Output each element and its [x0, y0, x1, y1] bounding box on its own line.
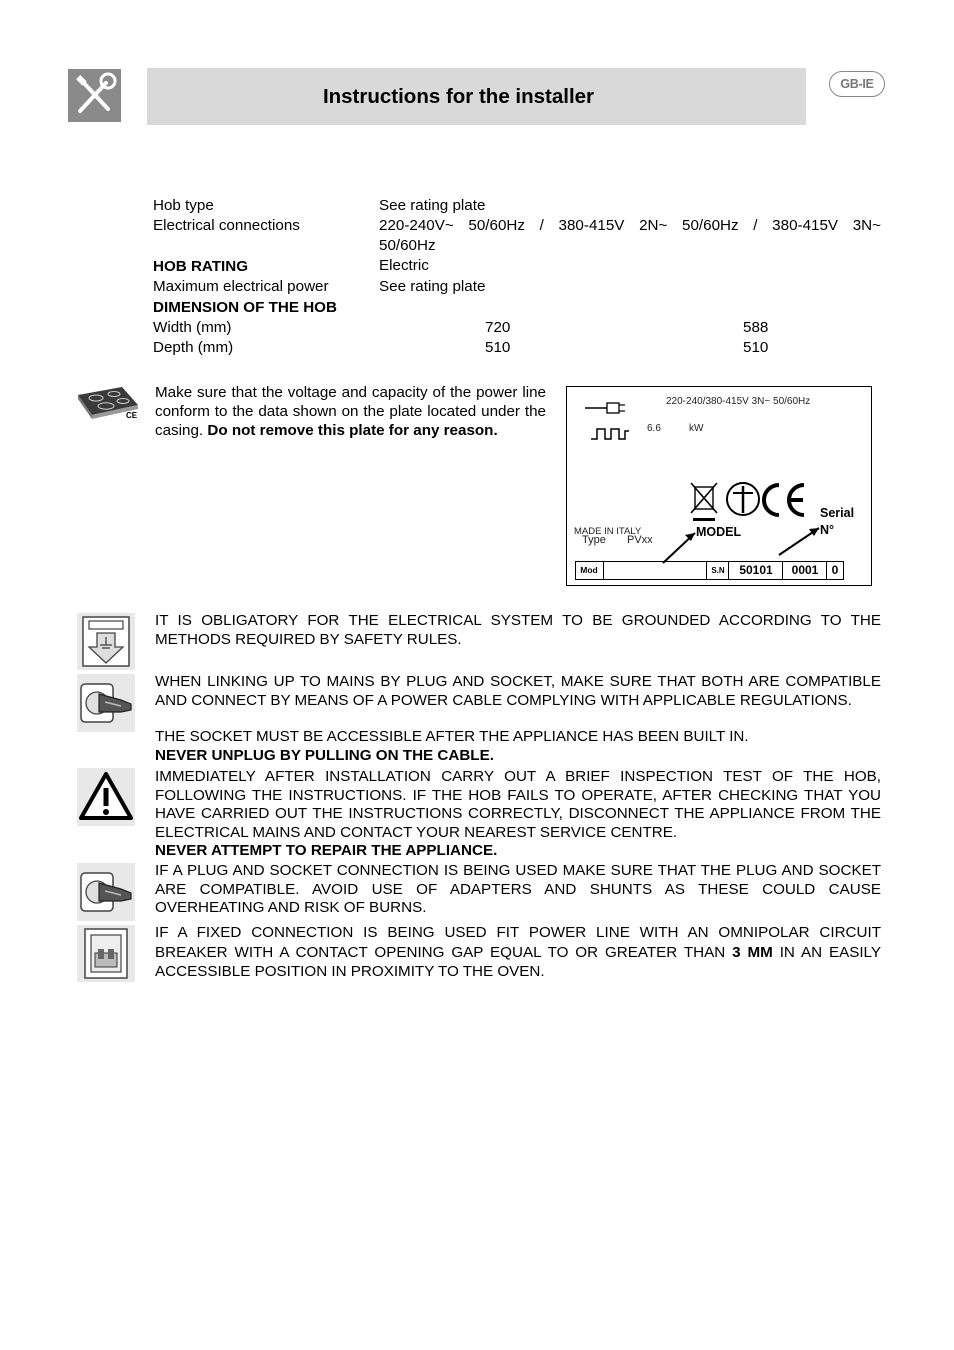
spec-rating-value: Electric — [379, 257, 429, 274]
spec-rating-label: HOB RATING — [153, 258, 249, 275]
plate-power-value: 6.6 — [647, 423, 661, 434]
plate-serial-bar — [575, 561, 844, 580]
never-unplug-warning: NEVER UNPLUG BY PULLING ON THE CABLE. — [155, 747, 494, 764]
never-repair-warning: NEVER ATTEMPT TO REPAIR THE APPLIANCE. — [155, 842, 498, 859]
fixed-connection-warning — [155, 923, 881, 982]
region-badge: GB-IE — [829, 71, 885, 97]
spec-dimension-label: DIMENSION OF THE HOB — [153, 299, 337, 316]
rating-plate-figure — [566, 386, 872, 586]
adapter-warning: IF A PLUG AND SOCKET CONNECTION IS BEING USED MAKE SURE THAT THE PLUG AND SOCKET ARE COMPATIBLE. AVOID USE OF ADAPTERS AND SHUNTS AS THESE COULD CAUSE OVERHEATING AND RISK OF BURNS. — [155, 862, 881, 916]
svg-text:CE: CE — [126, 411, 138, 420]
plate-serial-label: Serial — [820, 506, 855, 520]
rating-plate-note-bold: Do not remove this plate for any reason. — [207, 422, 498, 439]
rating-plate-note-text: Make sure that the voltage and capacity of the power line conform to the data shown on the plate located under the casing. — [155, 384, 546, 439]
plate-made-in: MADE IN ITALY — [574, 526, 642, 537]
hob-image-icon — [76, 385, 141, 421]
plate-sn-a: 50101 — [728, 562, 783, 579]
plate-type-label: Type — [582, 534, 606, 546]
spec-elec-value-line2: 50/60Hz — [379, 237, 436, 254]
plug-socket-warning: WHEN LINKING UP TO MAINS BY PLUG AND SOCKET, MAKE SURE THAT BOTH ARE COMPATIBLE AND CONNECT BY MEANS OF A POWER CABLE COMPLYING WITH APPLICABLE REGULATIONS. — [155, 673, 881, 709]
spec-width-a: 720 — [485, 319, 511, 336]
spec-hob-type-label: Hob type — [153, 197, 214, 214]
rating-plate-note — [155, 383, 546, 440]
plate-voltage: 220-240/380-415V 3N~ 50/60Hz — [666, 396, 811, 407]
grounding-warning: IT IS OBLIGATORY FOR THE ELECTRICAL SYSTEM TO BE GROUNDED ACCORDING TO THE METHODS REQUIRED BY SAFETY RULES. — [155, 612, 881, 648]
spec-hob-type-value: See rating plate — [379, 197, 486, 214]
plate-mod-field — [603, 562, 704, 579]
inspection-warning: IMMEDIATELY AFTER INSTALLATION CARRY OUT A BRIEF INSPECTION TEST OF THE HOB, FOLLOWING THE INSTRUCTIONS. IF THE HOB FAILS TO OPERATE, AFTER CHECKING THAT YOU HAVE CARRIED OUT THE INSTRUCTIONS CORRECTLY, DISCONNECT THE APPLIANCE FROM THE ELECTRICAL MAINS AND CONTACT YOUR NEAREST SERVICE CENTRE. — [155, 768, 881, 841]
plate-model-label: MODEL — [696, 525, 742, 539]
plate-sn-label: S.N — [706, 562, 729, 579]
page-title: Instructions for the installer — [322, 84, 595, 108]
spec-depth-b: 510 — [743, 339, 769, 356]
spec-depth-label: Depth (mm) — [153, 339, 234, 356]
page-header — [147, 68, 806, 125]
socket-access-note: THE SOCKET MUST BE ACCESSIBLE AFTER THE APPLIANCE HAS BEEN BUILT IN. — [155, 728, 749, 745]
spec-elec-label: Electrical connections — [153, 217, 300, 234]
circuit-breaker-icon — [77, 925, 135, 982]
fixed-connection-gap: 3 MM — [732, 943, 773, 961]
plate-power-unit: kW — [689, 423, 704, 434]
spec-elec-value-line1: 220-240V~ 50/60Hz / 380-415V 2N~ 50/60Hz / 380-415V 3N~ — [379, 217, 881, 234]
fixed-connection-text-post: IN AN EASILY ACCESSIBLE POSITION IN PROXIMITY TO THE OVEN. — [155, 943, 881, 980]
spec-width-b: 588 — [743, 319, 769, 336]
plate-type-value: PVxx — [627, 534, 653, 546]
spec-max-power-value: See rating plate — [379, 278, 486, 295]
plate-serial-n: N° — [820, 523, 835, 537]
spec-max-power-label: Maximum electrical power — [153, 278, 329, 295]
ground-icon — [77, 613, 135, 670]
spec-depth-a: 510 — [485, 339, 511, 356]
spec-width-label: Width (mm) — [153, 319, 232, 336]
fixed-connection-text-pre: IF A FIXED CONNECTION IS BEING USED FIT POWER LINE WITH AN OMNIPOLAR CIRCUIT BREAKER WITH A CONTACT OPENING GAP EQUAL TO OR GREATER THAN — [155, 924, 881, 961]
plate-sn-c: 0 — [826, 562, 843, 579]
warning-triangle-icon — [77, 768, 135, 826]
plug-socket-icon — [77, 674, 135, 732]
plate-sn-b: 0001 — [782, 562, 827, 579]
plug-adapter-icon — [77, 863, 135, 921]
tools-icon — [68, 69, 121, 122]
plate-mod-label: Mod — [580, 565, 598, 575]
